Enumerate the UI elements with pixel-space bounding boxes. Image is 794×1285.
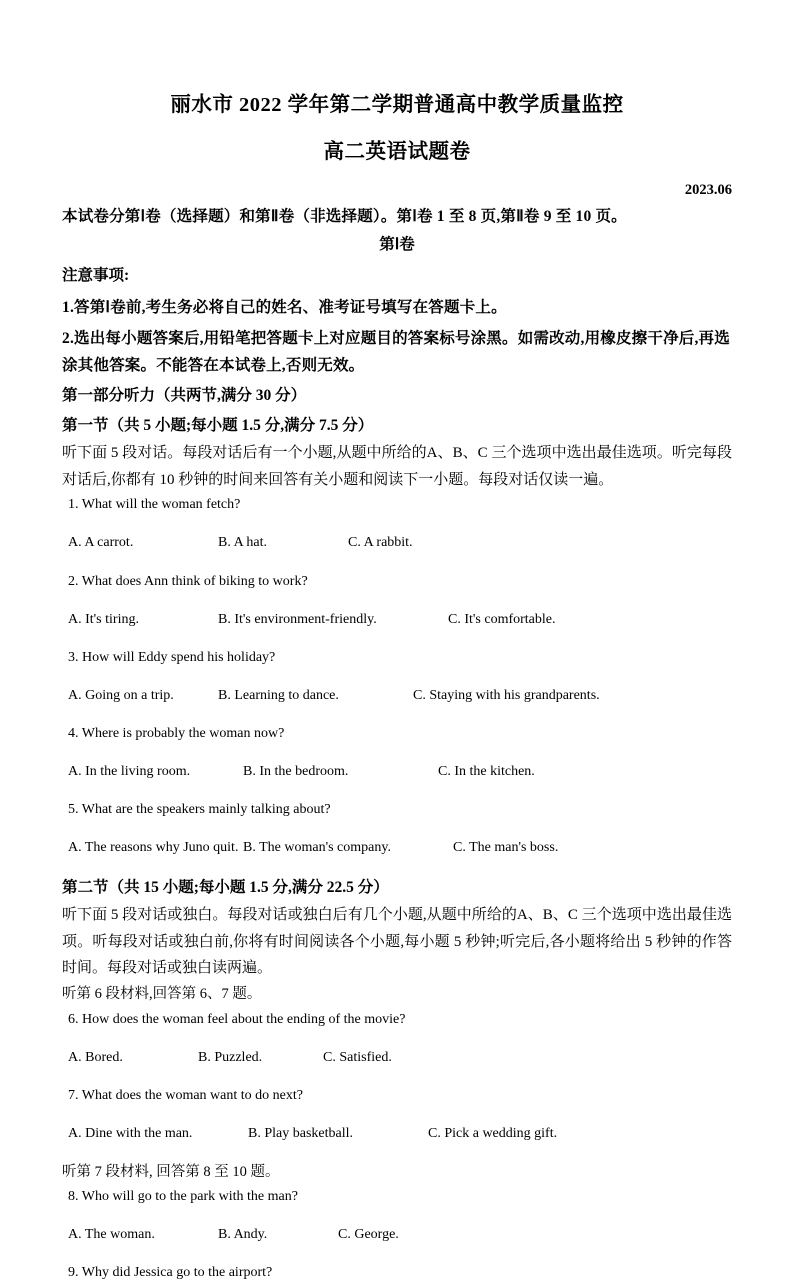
- question-block-1: [62, 493, 732, 555]
- option-list: [62, 760, 732, 784]
- part-label: 第Ⅰ卷: [379, 235, 415, 253]
- question-body: What will the woman fetch?: [81, 497, 241, 513]
- page-title-main: 丽水市 2022 学年第二学期普通高中教学质量监控: [170, 94, 624, 116]
- question-number: 2.: [68, 573, 79, 589]
- question-number: 9.: [68, 1265, 79, 1281]
- question-body: What does the woman want to do next?: [81, 1087, 303, 1103]
- option-a[interactable]: A. A carrot.: [68, 535, 134, 551]
- section-one-directions: 听下面 5 段对话。每段对话后有一个小题,从题中所给的A、B、C 三个选项中选出最佳选项。听完每段对话后,你都有 10 秒钟的时间来回答有关小题和阅读下一小题。每段对话仅读一遍。: [62, 445, 732, 488]
- question-text: [62, 722, 732, 746]
- option-c[interactable]: C. Satisfied.: [323, 1049, 392, 1065]
- question-block-2: [62, 570, 732, 632]
- option-c[interactable]: C. George.: [338, 1227, 399, 1243]
- question-block-5: [62, 798, 732, 860]
- option-c[interactable]: C. Pick a wedding gift.: [428, 1125, 558, 1141]
- option-list: [62, 608, 732, 632]
- question-number: 5.: [68, 802, 79, 818]
- question-number: 6.: [68, 1011, 79, 1027]
- question-text: [62, 798, 732, 822]
- question-block-8: [62, 1185, 732, 1247]
- question-text: [62, 1084, 732, 1108]
- question-body: What are the speakers mainly talking about?: [81, 802, 331, 818]
- option-list: [62, 836, 732, 860]
- option-b[interactable]: B. Andy.: [218, 1227, 268, 1243]
- page-title-sub: 高二英语试题卷: [323, 140, 471, 163]
- question-text: [62, 1185, 732, 1209]
- option-b[interactable]: B. Play basketball.: [248, 1125, 353, 1141]
- question-text: [62, 493, 732, 517]
- option-a[interactable]: A. Bored.: [68, 1049, 123, 1065]
- option-list: [62, 531, 732, 555]
- option-list: [62, 1223, 732, 1247]
- question-body: How will Eddy spend his holiday?: [82, 649, 276, 665]
- section-part-one-heading: 第一部分听力（共两节,满分 30 分）: [62, 387, 307, 405]
- question-text: [62, 570, 732, 594]
- option-a[interactable]: A. It's tiring.: [68, 611, 139, 627]
- note-item-2: 2.选出每小题答案后,用铅笔把答题卡上对应题目的答案标号涂黑。如需改动,用橡皮擦干净后,再选涂其他答案。不能答在本试卷上,否则无效。: [62, 329, 730, 375]
- notes-heading: 注意事项:: [62, 266, 130, 284]
- option-a[interactable]: A. In the living room.: [68, 763, 191, 779]
- option-c[interactable]: C. A rabbit.: [348, 535, 413, 551]
- material-6-label: 听第 6 段材料,回答第 6、7 题。: [62, 986, 262, 1003]
- option-list: [62, 1046, 732, 1070]
- question-text: [62, 1008, 732, 1032]
- question-block-4: [62, 722, 732, 784]
- question-number: 1.: [68, 497, 79, 513]
- question-body: Where is probably the woman now?: [81, 725, 285, 741]
- option-a[interactable]: A. Going on a trip.: [68, 687, 174, 703]
- exam-date: 2023.06: [684, 181, 732, 198]
- option-a[interactable]: A. The reasons why Juno quit.: [68, 840, 239, 856]
- material-7-label: 听第 7 段材料, 回答第 8 至 10 题。: [62, 1163, 280, 1180]
- option-b[interactable]: B. In the bedroom.: [243, 763, 349, 779]
- question-number: 7.: [68, 1087, 79, 1103]
- section-two-directions: 听下面 5 段对话或独白。每段对话或独白后有几个小题,从题中所给的A、B、C 三个选项中选出最佳选项。听每段对话或独白前,你将有时间阅读各个小题,每小题 5 秒钟;听完后,各小题将给出 5 秒钟的作答时间。每段对话或独白读两遍。: [62, 907, 732, 977]
- option-list: [62, 684, 732, 708]
- option-b[interactable]: B. Learning to dance.: [218, 687, 339, 703]
- question-body: What does Ann think of biking to work?: [81, 573, 308, 589]
- question-number: 3.: [68, 649, 79, 665]
- option-b[interactable]: B. Puzzled.: [198, 1049, 263, 1065]
- option-c[interactable]: C. Staying with his grandparents.: [413, 687, 600, 703]
- option-a[interactable]: A. The woman.: [68, 1227, 155, 1243]
- option-c[interactable]: C. The man's boss.: [453, 840, 559, 856]
- question-text: [62, 1261, 732, 1285]
- question-number: 4.: [68, 725, 79, 741]
- question-block-6: [62, 1008, 732, 1070]
- question-body: Why did Jessica go to the airport?: [81, 1265, 273, 1281]
- section-two-heading: 第二节（共 15 小题;每小题 1.5 分,满分 22.5 分）: [62, 879, 389, 897]
- question-body: Who will go to the park with the man?: [81, 1189, 298, 1205]
- option-b[interactable]: B. A hat.: [218, 535, 268, 551]
- question-block-7: [62, 1084, 732, 1146]
- option-list: [62, 1122, 732, 1146]
- note-item-1: 1.答第Ⅰ卷前,考生务必将自己的姓名、准考证号填写在答题卡上。: [62, 298, 507, 316]
- question-body: How does the woman feel about the ending of the movie?: [82, 1011, 406, 1027]
- option-a[interactable]: A. Dine with the man.: [68, 1125, 193, 1141]
- option-c[interactable]: C. It's comfortable.: [448, 611, 556, 627]
- option-b[interactable]: B. It's environment-friendly.: [218, 611, 377, 627]
- section-one-heading: 第一节（共 5 小题;每小题 1.5 分,满分 7.5 分）: [62, 417, 374, 435]
- paper-structure-note: 本试卷分第Ⅰ卷（选择题）和第Ⅱ卷（非选择题）。第Ⅰ卷 1 至 8 页,第Ⅱ卷 9 至 10 页。: [62, 207, 627, 225]
- question-text: [62, 646, 732, 670]
- question-number: 8.: [68, 1189, 79, 1205]
- question-block-9: [62, 1261, 732, 1285]
- option-b[interactable]: B. The woman's company.: [243, 840, 391, 856]
- option-c[interactable]: C. In the kitchen.: [438, 763, 535, 779]
- question-block-3: [62, 646, 732, 708]
